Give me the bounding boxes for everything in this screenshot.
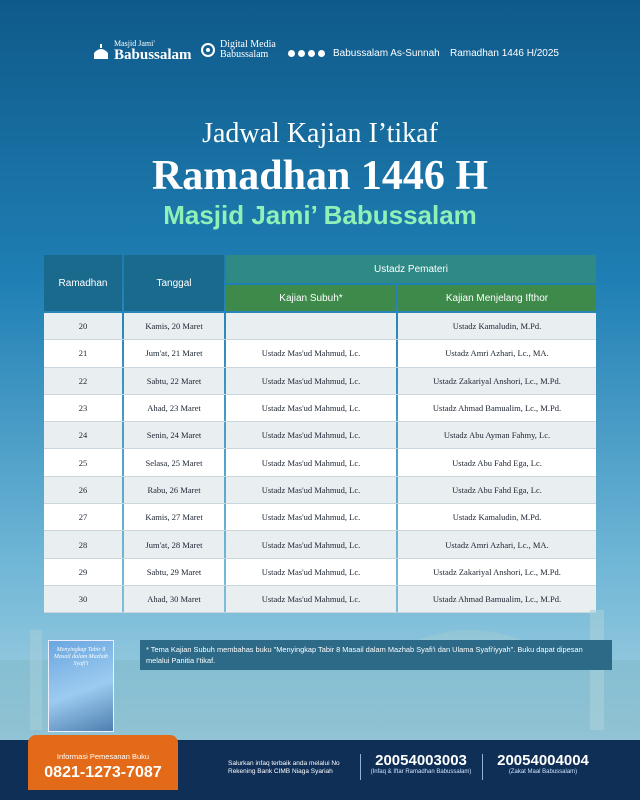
cell-ramadhan: 20 — [44, 313, 122, 339]
cell-ifthor: Ustadz Amri Azhari, Lc., MA. — [398, 340, 596, 366]
header-ifthor: Kajian Menjelang Ifthor — [398, 285, 596, 311]
order-info-label: Informasi Pemesanan Buku — [56, 752, 150, 761]
instagram-icon — [288, 50, 295, 57]
table-row — [44, 368, 596, 395]
cell-tanggal: Rabu, 26 Maret — [124, 477, 224, 503]
cell-ramadhan: 29 — [44, 559, 122, 585]
separator — [482, 754, 483, 780]
cell-ramadhan: 23 — [44, 395, 122, 421]
title-line3: Masjid Jami’ Babussalam — [163, 200, 477, 230]
cell-ifthor: Ustadz Zakariyal Anshori, Lc., M.Pd. — [398, 368, 596, 394]
cell-ramadhan: 22 — [44, 368, 122, 394]
period-label: Ramadhan 1446 H/2025 — [450, 48, 559, 59]
cell-ifthor: Ustadz Ahmad Bamualim, Lc., M.Pd. — [398, 395, 596, 421]
cell-tanggal: Kamis, 27 Maret — [124, 504, 224, 530]
table-row — [44, 313, 596, 340]
header-ustadz: Ustadz Pemateri — [226, 255, 596, 283]
cell-tanggal: Sabtu, 22 Maret — [124, 368, 224, 394]
cell-tanggal: Kamis, 20 Maret — [124, 313, 224, 339]
header-subuh: Kajian Subuh* — [226, 285, 396, 311]
cell-subuh: Ustadz Mas'ud Mahmud, Lc. — [226, 422, 396, 448]
account-zakat-number: 20054004004 — [497, 752, 589, 769]
account-infaq-label: (Infaq & Iftar Ramadhan Babussalam) — [370, 769, 472, 775]
table-row — [44, 340, 596, 367]
telegram-icon — [318, 50, 325, 57]
account-zakat-label: (Zakat Maal Babussalam) — [508, 769, 578, 775]
title-line1: Jadwal Kajian I’tikaf — [202, 118, 438, 149]
cell-subuh: Ustadz Mas'ud Mahmud, Lc. — [226, 395, 396, 421]
table-row — [44, 531, 596, 558]
youtube-icon — [308, 50, 315, 57]
table-row — [44, 504, 596, 531]
cell-ramadhan: 24 — [44, 422, 122, 448]
masjid-logo — [92, 40, 192, 63]
cell-ramadhan: 30 — [44, 586, 122, 612]
cell-ifthor: Ustadz Abu Ayman Fahmy, Lc. — [398, 422, 596, 448]
social-handle-text: Babussalam As-Sunnah — [333, 48, 440, 59]
table-row — [44, 395, 596, 422]
cell-tanggal: Jum'at, 21 Maret — [124, 340, 224, 366]
cell-ramadhan: 28 — [44, 531, 122, 557]
cell-ramadhan: 25 — [44, 449, 122, 475]
table-header — [44, 255, 596, 311]
digital-media-logo — [200, 40, 276, 60]
facebook-icon — [298, 50, 305, 57]
cell-tanggal: Ahad, 23 Maret — [124, 395, 224, 421]
cell-subuh — [226, 313, 396, 339]
cell-tanggal: Sabtu, 29 Maret — [124, 559, 224, 585]
social-handle — [288, 48, 440, 59]
cell-ifthor: Ustadz Amri Azhari, Lc., MA. — [398, 531, 596, 557]
cell-ramadhan: 26 — [44, 477, 122, 503]
cell-tanggal: Senin, 24 Maret — [124, 422, 224, 448]
cell-ramadhan: 21 — [44, 340, 122, 366]
cell-subuh: Ustadz Mas'ud Mahmud, Lc. — [226, 477, 396, 503]
cell-ifthor: Ustadz Abu Fahd Ega, Lc. — [398, 449, 596, 475]
account-infaq — [366, 752, 476, 775]
header-ramadhan: Ramadhan — [44, 255, 122, 311]
cell-tanggal: Selasa, 25 Maret — [124, 449, 224, 475]
cell-subuh: Ustadz Mas'ud Mahmud, Lc. — [226, 586, 396, 612]
header-tanggal: Tanggal — [124, 255, 224, 311]
cell-ifthor: Ustadz Kamaludin, M.Pd. — [398, 313, 596, 339]
table-row — [44, 449, 596, 476]
digital-media-icon — [200, 42, 216, 58]
cell-subuh: Ustadz Mas'ud Mahmud, Lc. — [226, 531, 396, 557]
cell-tanggal: Jum'at, 28 Maret — [124, 531, 224, 557]
cell-subuh: Ustadz Mas'ud Mahmud, Lc. — [226, 504, 396, 530]
logo-small-text: Masjid Jami' — [114, 39, 155, 48]
top-bar — [0, 0, 640, 110]
table-row — [44, 559, 596, 586]
digital-media-line1: Digital Media — [220, 39, 276, 50]
cell-ifthor: Ustadz Zakariyal Anshori, Lc., M.Pd. — [398, 559, 596, 585]
mosque-logo-icon — [92, 43, 110, 61]
table-body — [44, 313, 596, 613]
schedule-table — [44, 255, 596, 613]
cell-ifthor: Ustadz Kamaludin, M.Pd. — [398, 504, 596, 530]
note-text: * Tema Kajian Subuh membahas buku "Menyingkap Tabir 8 Masail dalam Mazhab Syafi'i dan Ulama Syafi'iyyah". Buku dapat dipesan melalui Panitia I'tikaf. — [140, 640, 612, 670]
cell-subuh: Ustadz Mas'ud Mahmud, Lc. — [226, 559, 396, 585]
cell-ifthor: Ustadz Ahmad Bamualim, Lc., M.Pd. — [398, 586, 596, 612]
digital-media-line2: Babussalam — [220, 49, 269, 60]
logo-big-text: Babussalam — [114, 47, 192, 63]
table-row — [44, 422, 596, 449]
title-line2: Ramadhan 1446 H — [151, 153, 489, 199]
donation-info: Salurkan infaq terbaik anda melalui No Rekening Bank CIMB Niaga Syariah — [228, 760, 340, 775]
cell-tanggal: Ahad, 30 Maret — [124, 586, 224, 612]
cell-subuh: Ustadz Mas'ud Mahmud, Lc. — [226, 340, 396, 366]
account-zakat — [488, 752, 598, 775]
separator — [360, 754, 361, 780]
account-infaq-number: 20054003003 — [375, 752, 467, 769]
book-title: Menyingkap Tabir 8 Masail dalam Mazhab Syafi'i — [54, 647, 108, 667]
cell-subuh: Ustadz Mas'ud Mahmud, Lc. — [226, 368, 396, 394]
table-row — [44, 477, 596, 504]
book-cover — [48, 640, 114, 732]
cell-subuh: Ustadz Mas'ud Mahmud, Lc. — [226, 449, 396, 475]
order-phone[interactable]: 0821-1273-7087 — [44, 764, 162, 781]
cell-ramadhan: 27 — [44, 504, 122, 530]
cell-ifthor: Ustadz Abu Fahd Ega, Lc. — [398, 477, 596, 503]
